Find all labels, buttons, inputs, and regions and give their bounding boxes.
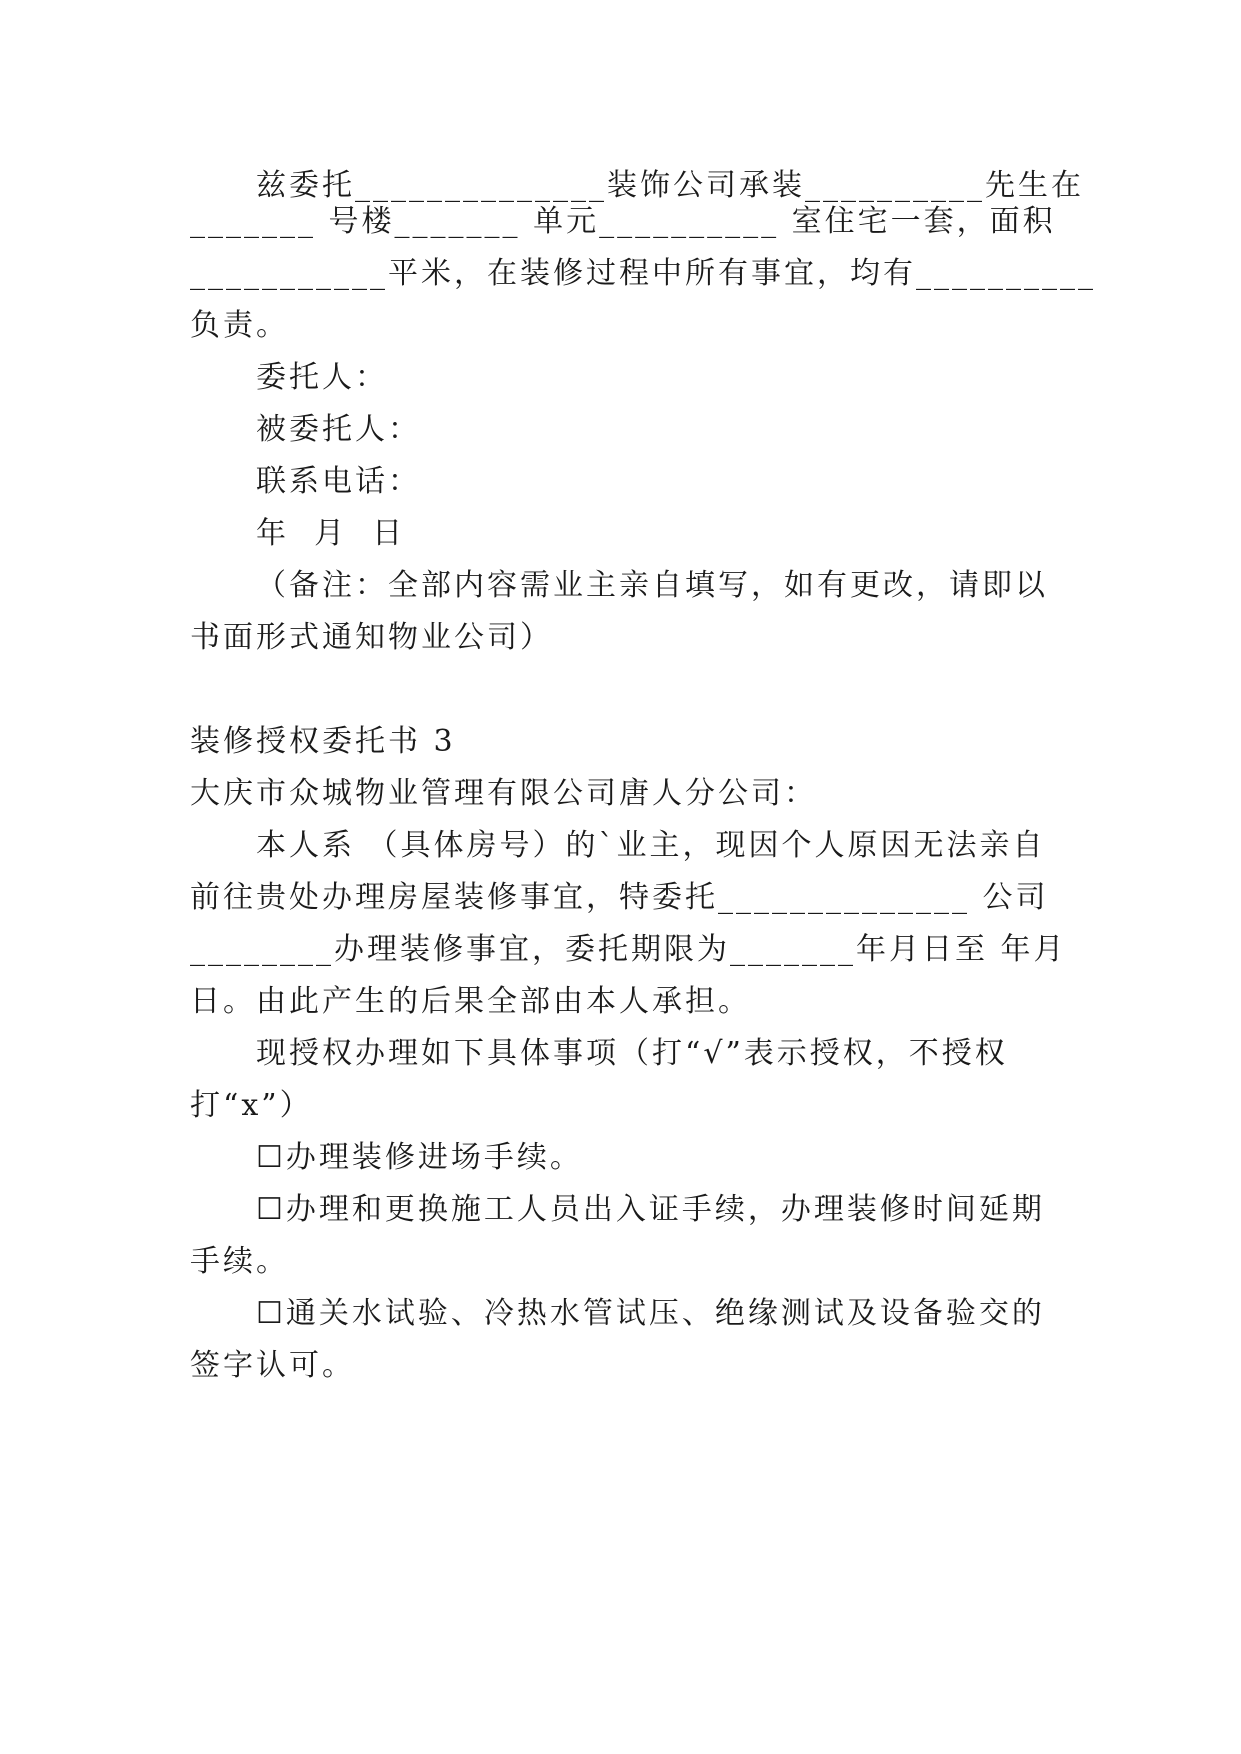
addressee: 大庆市众城物业管理有限公司唐人分公司： [190,776,817,811]
text-line: 签字认可。 [190,1348,355,1383]
note-line: 书面形式通知物业公司） [190,620,553,655]
text-line: 前往贵处办理房屋装修事宜，特委托______________ 公司 [190,880,1049,915]
checkbox-item: ☐通关水试验、冷热水管试压、绝缘测试及设备验交的 [256,1296,1045,1331]
text-line: _______ 号楼_______ 单元__________ 室住宅一套，面积 [190,204,1056,239]
date-label: 年 月 日 [256,516,406,551]
text-line: 现授权办理如下具体事项（打“√”表示授权，不授权 [256,1036,1008,1071]
checkbox-item: ☐办理和更换施工人员出入证手续，办理装修时间延期 [256,1192,1045,1227]
phone-label: 联系电话： [256,464,421,499]
checkbox-item: ☐办理装修进场手续。 [256,1140,583,1175]
text-line: 打“x”） [190,1088,313,1123]
text-line: 本人系 （具体房号）的`业主，现因个人原因无法亲自 [256,828,1046,863]
text-line: ________办理装修事宜，委托期限为_______年月日至 年月 [190,932,1067,967]
note-line: （备注：全部内容需业主亲自填写，如有更改，请即以 [256,568,1048,603]
text-line: 日。由此产生的后果全部由本人承担。 [190,984,751,1019]
text-line: 负责。 [190,308,289,343]
signature-label-agent: 被委托人： [256,412,421,447]
text-line: ___________平米，在装修过程中所有事宜，均有__________ [190,256,1096,291]
text-line: 兹委托______________装饰公司承装__________先生在 [256,168,1084,203]
signature-label-principal: 委托人： [256,360,388,395]
section-title: 装修授权委托书 3 [190,724,456,759]
text-line: 手续。 [190,1244,289,1279]
